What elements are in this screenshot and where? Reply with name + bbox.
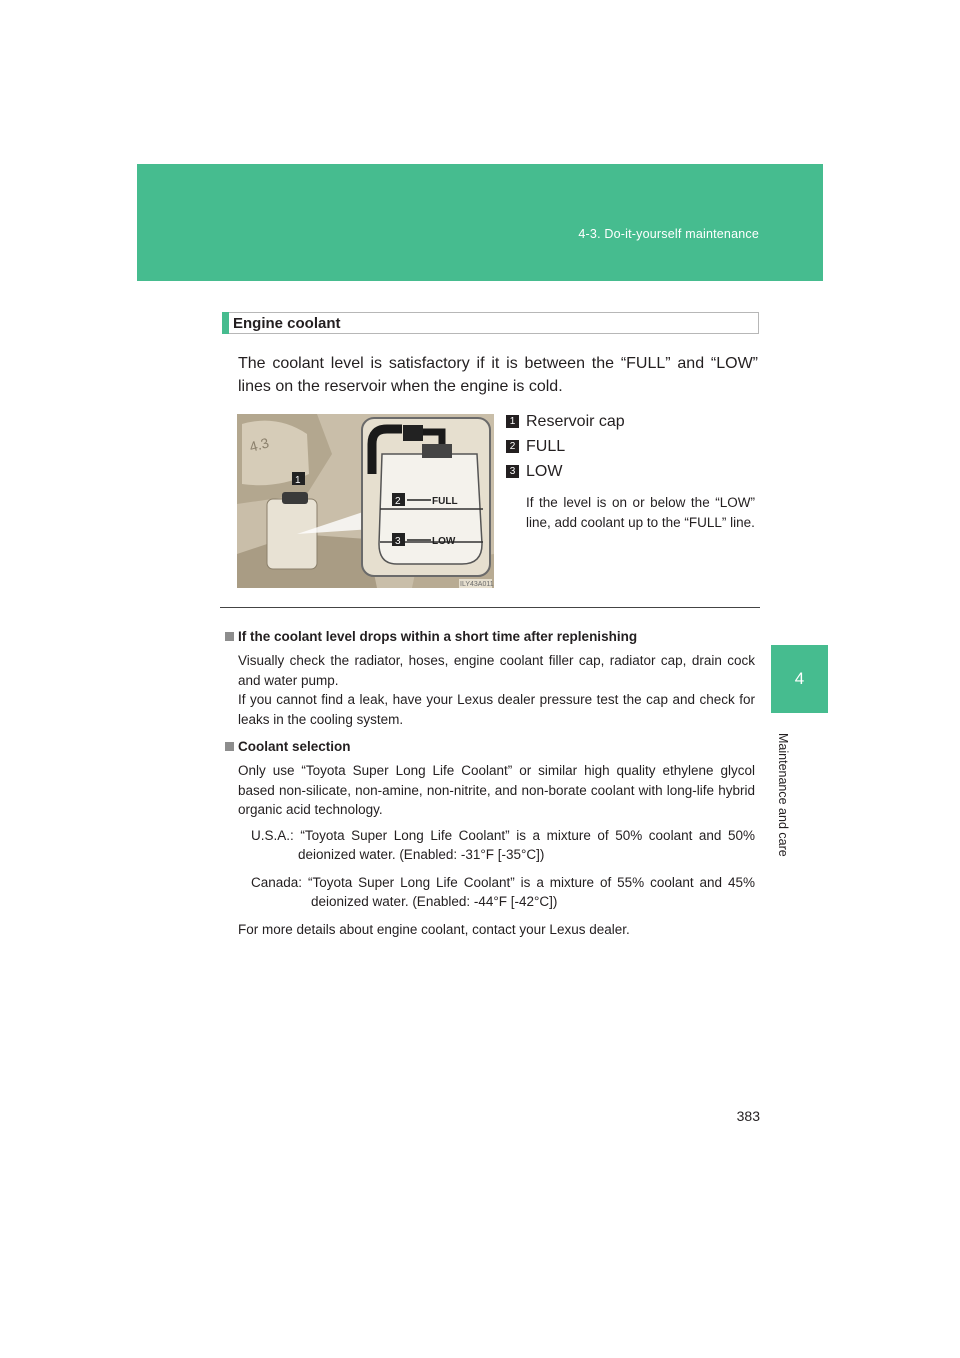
note-paragraph: If you cannot find a leak, have your Lexus dealer pressure test the cap and check for leaks in the cooling system. (238, 692, 755, 727)
figure-tag-full: FULL (432, 496, 458, 507)
svg-text:3: 3 (395, 536, 401, 547)
running-header: 4-3. Do-it-yourself maintenance (578, 227, 759, 241)
figure-code: ILY43A011 (460, 581, 494, 588)
header-band (137, 164, 823, 281)
note-heading-text: If the coolant level drops within a short time after replenishing (238, 629, 638, 644)
section-heading (222, 312, 759, 334)
svg-text:4.3: 4.3 (247, 434, 271, 455)
callout-item (506, 459, 760, 484)
note-paragraph: Only use “Toyota Super Long Life Coolant” or similar high quality ethylene glycol based non-silicate, non-amine, non-nitrite, and non-borate coolant with long-life hybrid organic acid technology. (238, 763, 755, 817)
chapter-label: Maintenance and care (776, 733, 790, 857)
callout-number: 3 (506, 465, 519, 478)
callout-note: If the level is on or below the “LOW” line, add coolant up to the “FULL” line. (526, 495, 755, 530)
note-paragraph: For more details about engine coolant, contact your Lexus dealer. (238, 921, 630, 937)
chapter-tab: 4 (771, 645, 828, 713)
callout-label: FULL (526, 437, 566, 455)
note-heading-text: Coolant selection (238, 739, 351, 754)
callout-list (506, 409, 760, 533)
page-number: 383 (736, 1108, 760, 1124)
note-heading (225, 737, 755, 757)
square-bullet-icon (225, 632, 234, 641)
intro-paragraph: The coolant level is satisfactory if it is between the “FULL” and “LOW” lines on the reservoir when the engine is cold. (238, 355, 758, 395)
callout-number: 2 (506, 440, 519, 453)
usa-spec: U.S.A.: “Toyota Super Long Life Coolant” is a mixture of 50% coolant and 50% deionized water. (Enabled: -31°F [-35°C]) (251, 827, 755, 862)
callout-number: 1 (506, 415, 519, 428)
canada-spec: Canada: “Toyota Super Long Life Coolant” is a mixture of 55% coolant and 45% deionized water. (Enabled: -44°F [-42°C]) (251, 874, 755, 909)
section-title: Engine coolant (233, 315, 341, 332)
divider (220, 607, 760, 608)
section-heading-bar (222, 312, 229, 334)
callout-label: Reservoir cap (526, 412, 625, 430)
engine-coolant-figure (237, 414, 494, 588)
square-bullet-icon (225, 742, 234, 751)
callout-item (506, 434, 760, 459)
note-coolant-selection (225, 737, 755, 939)
svg-text:1: 1 (295, 475, 301, 486)
callout-item (506, 409, 760, 434)
note-paragraph: Visually check the radiator, hoses, engine coolant filler cap, radiator cap, drain cock and water pump. (238, 653, 755, 688)
engine-bay-illustration (237, 414, 494, 588)
svg-text:2: 2 (395, 496, 401, 507)
note-heading (225, 627, 755, 647)
figure-tag-low: LOW (432, 536, 456, 547)
note-coolant-drops (225, 627, 755, 729)
callout-label: LOW (526, 462, 563, 480)
